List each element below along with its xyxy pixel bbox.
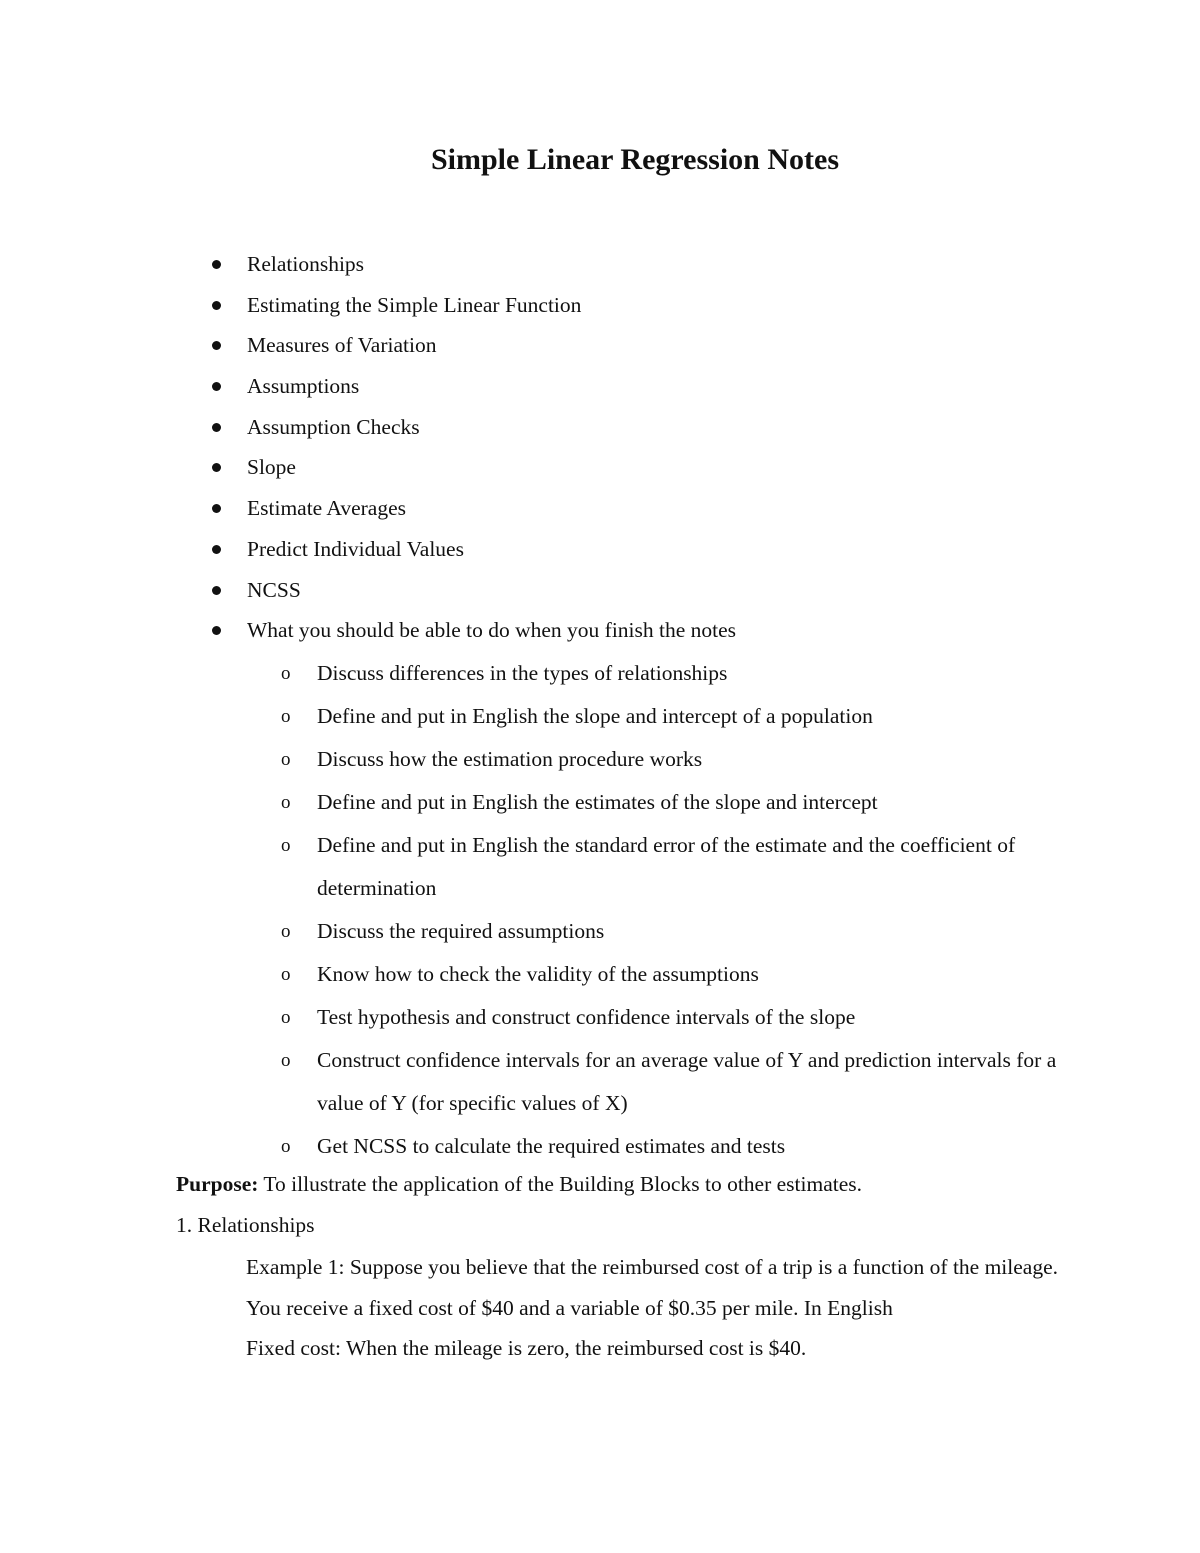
circle-bullet-icon: o — [281, 835, 291, 856]
topic-text: Assumption Checks — [247, 414, 420, 439]
bullet-icon — [212, 504, 221, 513]
topic-text: Estimating the Simple Linear Function — [247, 292, 582, 317]
circle-bullet-icon: o — [281, 706, 291, 727]
example-line: You receive a fixed cost of $40 and a variable of $0.35 per mile. In English — [246, 1295, 893, 1320]
circle-bullet-icon: o — [281, 749, 291, 770]
bullet-icon — [212, 341, 221, 350]
circle-bullet-icon: o — [281, 1007, 291, 1028]
list-item — [205, 572, 736, 613]
bullet-icon — [212, 423, 221, 432]
circle-bullet-icon: o — [281, 964, 291, 985]
bullet-icon — [212, 586, 221, 595]
bullet-icon — [212, 260, 221, 269]
topic-text: Assumptions — [247, 374, 360, 399]
topic-text: Measures of Variation — [247, 333, 437, 358]
example-block — [246, 1247, 1066, 1369]
topic-list — [205, 246, 736, 653]
topic-text: Estimate Averages — [247, 496, 407, 521]
example-line: Example 1: Suppose you believe that the reimbursed cost of a trip is a function of the mileage. — [246, 1255, 1059, 1279]
bullet-icon — [212, 382, 221, 391]
list-item — [205, 612, 736, 653]
topic-text: Relationships — [247, 252, 365, 276]
list-item — [279, 824, 1099, 910]
goal-text: Define and put in English the estimates of the slope and intercept — [317, 790, 878, 814]
goal-text: Discuss differences in the types of relationships — [317, 661, 728, 685]
circle-bullet-icon: o — [281, 921, 291, 942]
list-item — [205, 327, 736, 368]
goal-text: Discuss the required assumptions — [317, 919, 605, 943]
example-line: Fixed cost: When the mileage is zero, the reimbursed cost is $40. — [246, 1336, 807, 1360]
goal-text: Construct confidence intervals for an average value of Y and prediction intervals for a value of Y (for specific values of X) — [317, 1048, 1057, 1115]
goal-text: Know how to check the validity of the assumptions — [317, 962, 759, 986]
list-item — [205, 490, 736, 531]
list-item — [279, 910, 1099, 953]
circle-bullet-icon: o — [281, 663, 291, 684]
topic-text: Predict Individual Values — [247, 536, 464, 561]
circle-bullet-icon: o — [281, 1050, 291, 1071]
goal-text: Get NCSS to calculate the required estimates and tests — [317, 1134, 786, 1158]
list-item — [279, 695, 1099, 738]
topic-text: NCSS — [247, 577, 301, 602]
page-title: Simple Linear Regression Notes — [430, 143, 840, 176]
goals-list — [279, 652, 1099, 1168]
list-item — [205, 449, 736, 490]
topic-text: What you should be able to do when you finish the notes — [247, 618, 737, 643]
list-item — [205, 287, 736, 328]
bullet-icon — [212, 545, 221, 554]
list-item — [279, 781, 1099, 824]
goal-text: Discuss how the estimation procedure works — [317, 747, 703, 771]
purpose-label: Purpose: — [176, 1172, 259, 1196]
list-item — [279, 996, 1099, 1039]
bullet-icon — [212, 301, 221, 310]
list-item — [279, 652, 1099, 695]
purpose-text: To illustrate the application of the Building Blocks to other estimates. — [258, 1172, 862, 1196]
list-item — [205, 368, 736, 409]
list-item — [205, 246, 736, 287]
section-heading: 1. Relationships — [176, 1213, 315, 1237]
purpose-statement — [176, 1166, 862, 1202]
list-item — [279, 1039, 1099, 1125]
circle-bullet-icon: o — [281, 792, 291, 813]
list-item — [279, 738, 1099, 781]
circle-bullet-icon: o — [281, 1136, 291, 1157]
goal-text: Define and put in English the slope and intercept of a population — [317, 704, 873, 728]
bullet-icon — [212, 463, 221, 472]
list-item — [205, 409, 736, 450]
list-item — [205, 531, 736, 572]
list-item — [279, 953, 1099, 996]
topic-text: Slope — [247, 455, 296, 480]
bullet-icon — [212, 626, 221, 635]
goal-text: Test hypothesis and construct confidence intervals of the slope — [317, 1005, 856, 1029]
goal-text: Define and put in English the standard error of the estimate and the coefficient of determination — [317, 833, 1016, 900]
list-item — [279, 1125, 1099, 1168]
